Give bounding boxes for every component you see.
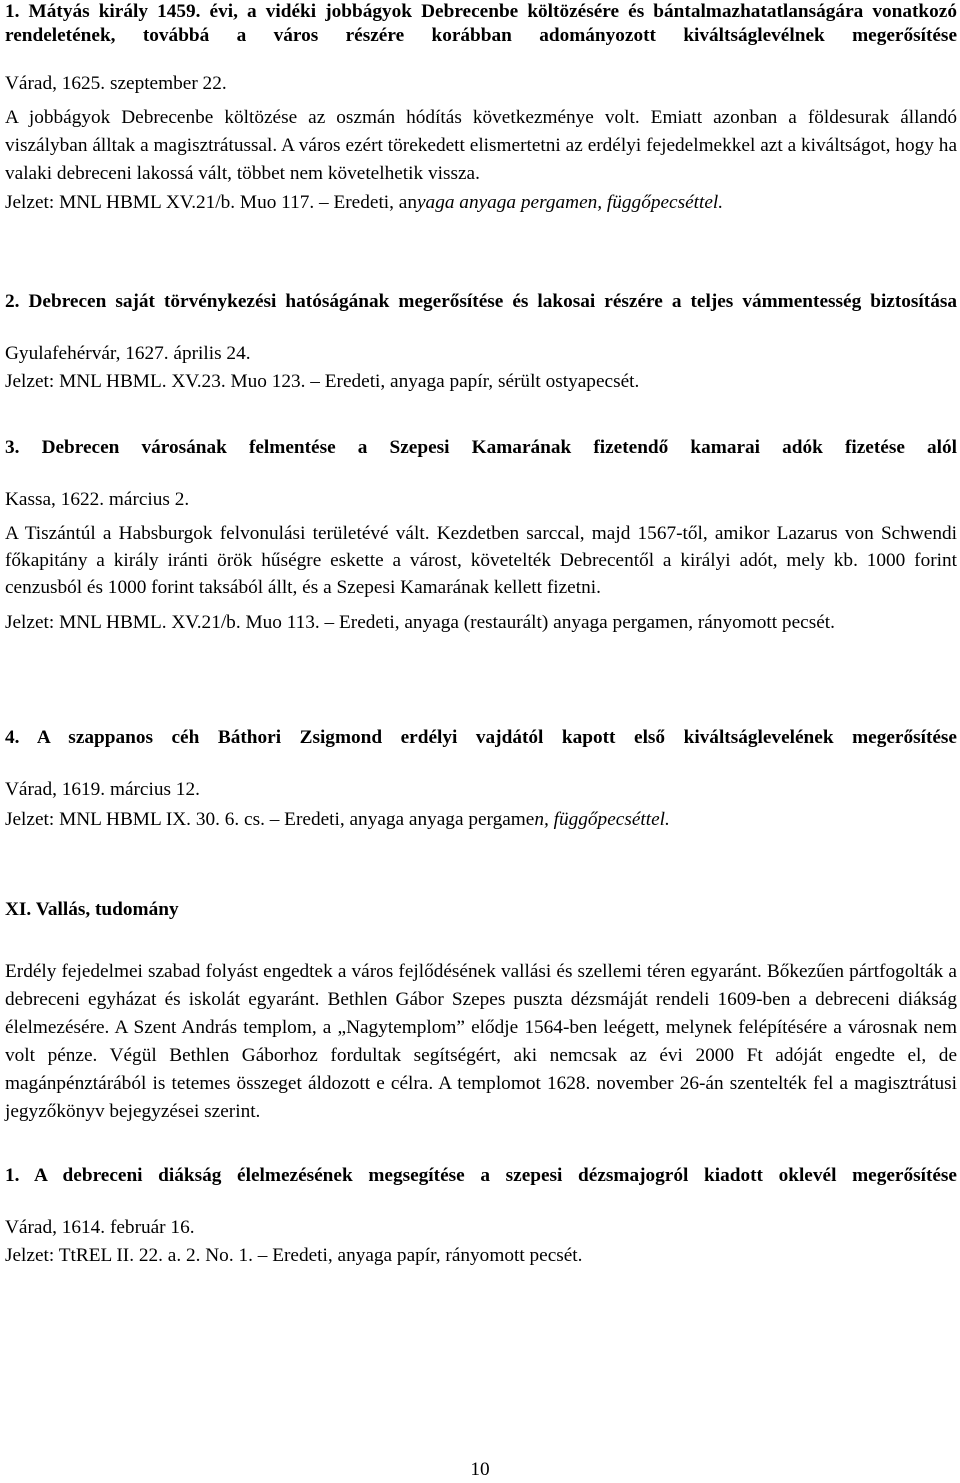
page-number: 10	[470, 1459, 490, 1480]
entry-signature: Jelzet: MNL HBML. XV.21/b. Muo 113. – Eredeti, anyaga (restaurált) anyaga pergamen, rányomott pecsét.	[5, 612, 835, 633]
section-title: XI. Vallás, tudomány	[5, 899, 179, 920]
entry-place-date: Várad, 1625. szeptember 22.	[5, 73, 227, 94]
entry-description: A Tiszántúl a Habsburgok felvonulási területévé vált. Kezdetben sarccal, majd 1567-től, amikor Lazarus von Schwendi főkapitány a király iránti örök hűségre eskette a várost, követelték Debrecentől a királyi adót, mely kb. 1000 forint cenzusból és 1000 forint taksából állt, és a Szepesi Kamarának kellett fizetni.	[5, 523, 957, 598]
entry-title: 1. A debreceni diákság élelmezésének megsegítése a szepesi dézsmajogról kiadott oklevél megerősítése	[5, 1165, 957, 1186]
entry-place-date: Várad, 1614. február 16.	[5, 1217, 195, 1238]
section-entry-1	[5, 1164, 957, 1268]
entry-signature: Jelzet: TtREL II. 22. a. 2. No. 1. – Eredeti, anyaga papír, rányomott pecsét.	[5, 1245, 583, 1266]
entry-title: 2. Debrecen saját törvénykezési hatóságának megerősítése és lakosai részére a teljes vámmentesség biztosítása	[5, 291, 957, 312]
entry-place-date: Várad, 1619. március 12.	[5, 779, 200, 800]
section-paragraph: Erdély fejedelmei szabad folyást engedtek a város fejlődésének vallási és szellemi téren egyaránt. Bőkezűen pártfogolták a debreceni egyházat és iskolát egyaránt. Bethlen Gábor Szepes puszta dézsmáját rendeli 1609-ben a debreceni diákság élelmezésére. A Szent András templom, a „Nagytemplom” elődje 1564-ben leégett, melynek felépítésére a városnak nem volt pénze. Végül Bethlen Gáborhoz fordultak segítségért, aki nemcsak az évi 2000 Ft adóját engedte el, de magánpénztárából is tetemes összeget áldozott e célra. A templomot 1628. november 26-án szentelték fel a magisztrátusi jegyzőkönyv bejegyzései szerint.	[5, 961, 957, 1122]
entry-description: A jobbágyok Debrecenbe költözése az oszmán hódítás következménye volt. Emiatt azonban a földesurak állandó viszályban álltak a magisztrátussal. A város ezért törekedett elismertetni az erdélyi fejedelmekkel azt a kiváltságot, hogy ha valaki debreceni lakossá vált, többet nem követelhetik vissza.	[5, 107, 957, 184]
entry-title: 3. Debrecen városának felmentése a Szepesi Kamarának fizetendő kamarai adók fizetése alól	[5, 437, 957, 458]
entry-place-date: Kassa, 1622. március 2.	[5, 489, 190, 510]
entry-signature: Jelzet: MNL HBML. XV.23. Muo 123. – Eredeti, anyaga papír, sérült ostyapecsét.	[5, 371, 640, 392]
entry-signature	[5, 191, 957, 215]
entry-title: 1. Mátyás király 1459. évi, a vidéki jobbágyok Debrecenbe költözésére és bántalmazhatatlanságára vonatkozó rendeletének, továbbá a város részére korábban adományozott kiváltságlevélnek megerősítése	[5, 1, 957, 46]
document-entry-2	[5, 290, 957, 394]
entry-place-date: Gyulafehérvár, 1627. április 24.	[5, 343, 251, 364]
document-entry-3	[5, 436, 957, 636]
entry-signature	[5, 808, 957, 832]
signature-italic-text: n, függőpecséttel.	[534, 809, 670, 830]
signature-italic-text: yaga anyaga pergamen, függőpecséttel.	[417, 192, 724, 213]
document-entry-4	[5, 726, 957, 832]
signature-text: Jelzet: MNL HBML XV.21/b. Muo 117. – Eredeti, an	[5, 192, 417, 213]
document-entry-1	[5, 0, 957, 215]
entry-title: 4. A szappanos céh Báthori Zsigmond erdélyi vajdától kapott első kiváltságlevelének megerősítése	[5, 727, 957, 748]
signature-text: Jelzet: MNL HBML IX. 30. 6. cs. – Eredeti, anyaga anyaga pergame	[5, 809, 535, 830]
